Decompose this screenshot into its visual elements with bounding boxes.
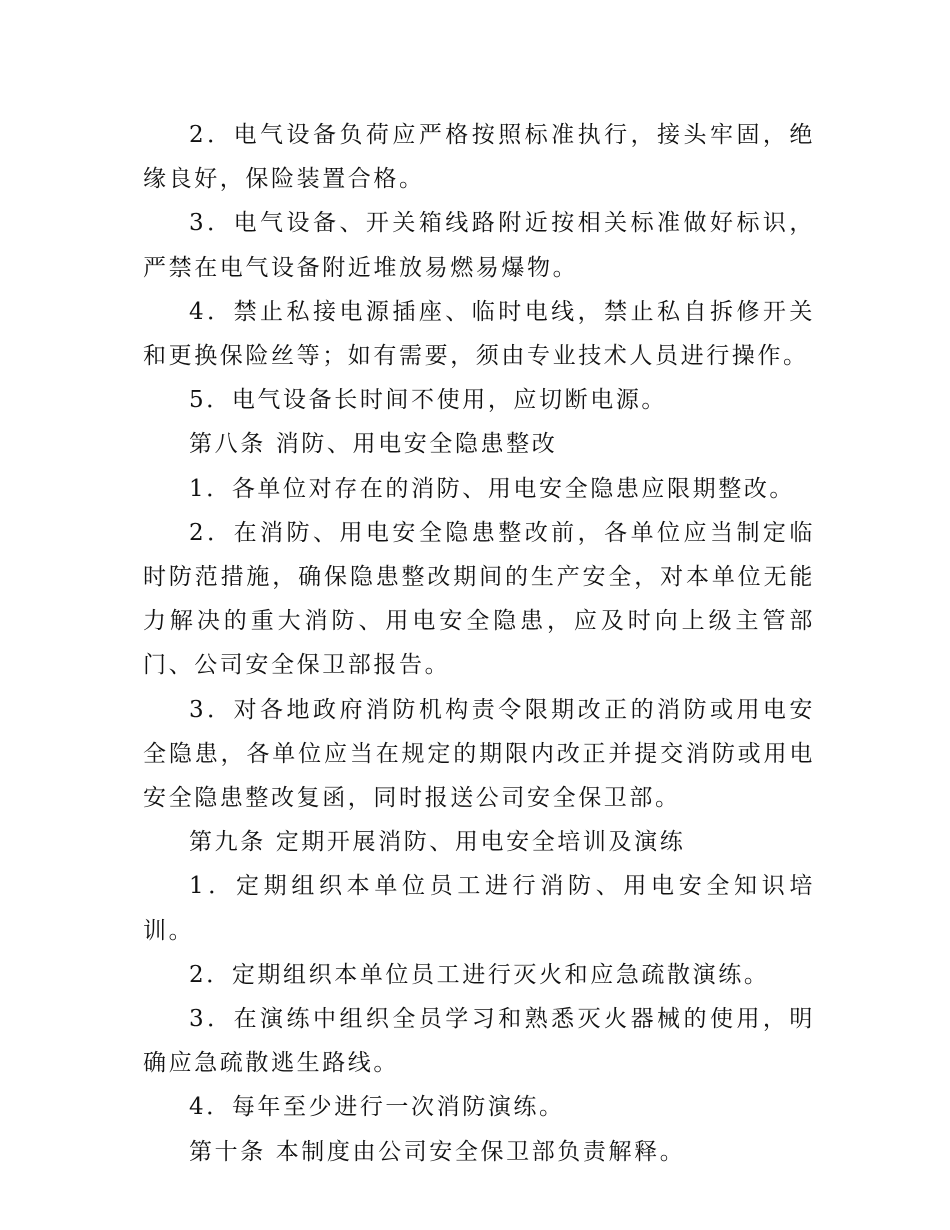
paragraph-electrical-load: 2．电气设备负荷应严格按照标准执行，接头牢固，绝缘良好，保险装置合格。	[143, 122, 815, 193]
article-8-item-1: 1．各单位对存在的消防、用电安全隐患应限期整改。	[189, 475, 796, 502]
article-9-heading: 第九条 定期开展消防、用电安全培训及演练	[189, 829, 686, 856]
article-8-item-2: 2．在消防、用电安全隐患整改前，各单位应当制定临时防范措施，确保隐患整改期间的生产安全，对本单位无能力解决的重大消防、用电安全隐患，应及时向上级主管部门、公司安全保卫部报告。	[143, 519, 815, 679]
paragraph-wiring-prohibition: 4．禁止私接电源插座、临时电线，禁止私自拆修开关和更换保险丝等；如有需要，须由专业技术人员进行操作。	[143, 298, 815, 370]
article-9-item-1: 1．定期组织本单位员工进行消防、用电安全知识培训。	[143, 873, 815, 944]
article-8-heading: 第八条 消防、用电安全隐患整改	[189, 431, 558, 458]
article-9-item-4: 4．每年至少进行一次消防演练。	[189, 1094, 565, 1121]
document-body	[143, 113, 815, 1174]
article-9-item-2: 2．定期组织本单位员工进行灭火和应急疏散演练。	[189, 961, 770, 988]
article-8-item-3: 3．对各地政府消防机构责令限期改正的消防或用电安全隐患，各单位应当在规定的期限内改正并提交消防或用电安全隐患整改复函，同时报送公司安全保卫部。	[143, 696, 815, 812]
article-9-item-3: 3．在演练中组织全员学习和熟悉灭火器械的使用，明确应急疏散逃生路线。	[143, 1006, 815, 1077]
paragraph-power-off: 5．电气设备长时间不使用，应切断电源。	[189, 387, 668, 414]
paragraph-electrical-marking: 3．电气设备、开关箱线路附近按相关标准做好标识，严禁在电气设备附近堆放易燃易爆物。	[143, 210, 815, 281]
article-10-text: 第十条 本制度由公司安全保卫部负责解释。	[189, 1138, 686, 1165]
